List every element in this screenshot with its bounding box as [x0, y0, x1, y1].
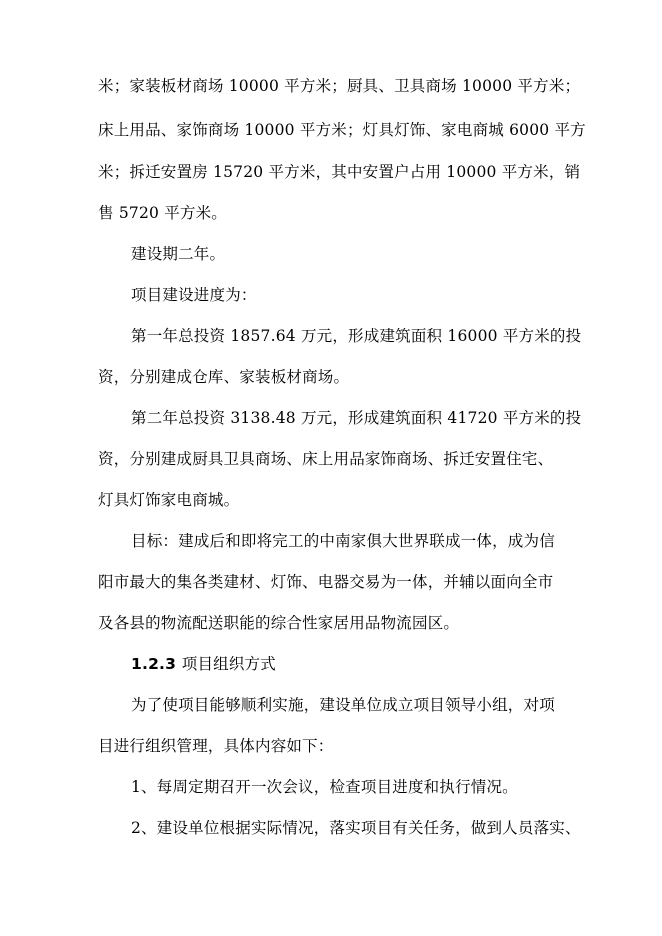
paragraph-line: 资，分别建成仓库、家装板材商场。 — [98, 368, 350, 386]
paragraph-line: 售 5720 平方米。 — [98, 204, 228, 222]
paragraph-line: 米；家装板材商场 10000 平方米；厨具、卫具商场 10000 平方米； — [98, 77, 581, 95]
paragraph-line: 资，分别建成厨具卫具商场、床上用品家饰商场、拆迁安置住宅、 — [98, 450, 554, 468]
paragraph-line: 目标：建成后和即将完工的中南家俱大世界联成一体，成为信 — [131, 532, 555, 550]
paragraph-line: 灯具灯饰家电商城。 — [98, 491, 240, 509]
paragraph-line: 建设期二年。 — [131, 245, 226, 263]
paragraph-line: 床上用品、家饰商场 10000 平方米；灯具灯饰、家电商城 6000 平方 — [98, 121, 586, 139]
paragraph-line: 阳市最大的集各类建材、灯饰、电器交易为一体，并辅以面向全市 — [98, 573, 554, 591]
list-item: 2、建设单位根据实际情况，落实项目有关任务，做到人员落实、 — [131, 819, 581, 837]
paragraph-line: 为了使项目能够顺利实施，建设单位成立项目领导小组，对项 — [131, 696, 555, 714]
paragraph-line: 及各县的物流配送职能的综合性家居用品物流园区。 — [98, 614, 460, 632]
paragraph-line: 第一年总投资 1857.64 万元，形成建筑面积 16000 平方米的投 — [131, 327, 582, 345]
paragraph-line: 米；拆迁安置房 15720 平方米，其中安置户占用 10000 平方米，销 — [98, 163, 581, 181]
paragraph-line: 项目建设进度为： — [131, 286, 257, 304]
list-item: 1、每周定期召开一次会议，检查项目进度和执行情况。 — [131, 778, 518, 796]
section-heading — [131, 654, 276, 674]
section-number: 1.2.3 — [131, 655, 177, 673]
section-title: 项目组织方式 — [181, 655, 276, 673]
paragraph-line: 第二年总投资 3138.48 万元，形成建筑面积 41720 平方米的投 — [131, 409, 582, 427]
paragraph-line: 目进行组织管理，具体内容如下： — [98, 737, 334, 755]
